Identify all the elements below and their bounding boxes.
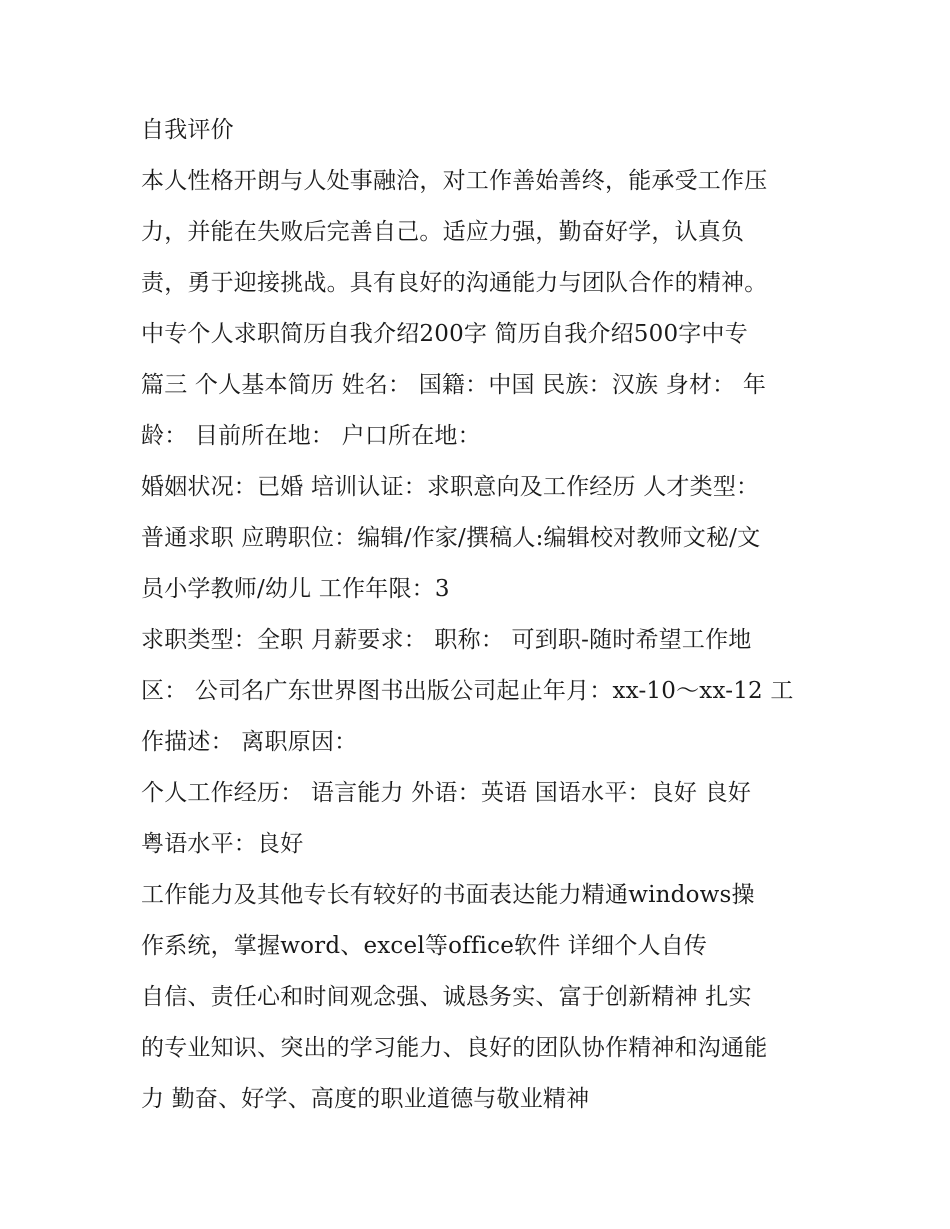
text-line: 的专业知识、突出的学习能力、良好的团队协作精神和沟通能: [141, 1035, 768, 1061]
text-line: 作描述： 离职原因：: [141, 729, 358, 755]
text-line: 员小学教师/幼儿 工作年限：3: [141, 576, 450, 602]
text-line: 粤语水平：良好: [141, 831, 304, 857]
text-line: 工作能力及其他专长有较好的书面表达能力精通windows操: [141, 882, 755, 908]
text-line: 力 勤奋、好学、高度的职业道德与敬业精神: [141, 1086, 590, 1112]
text-line: 婚姻状况：已婚 培训认证：求职意向及工作经历 人才类型：: [141, 474, 760, 500]
text-line: 作系统，掌握word、excel等office软件 详细个人自传: [141, 933, 708, 959]
document-body: [141, 108, 831, 1128]
text-line: 区： 公司名广东世界图书出版公司起止年月：xx-10～xx-12 工: [141, 678, 794, 704]
text-line: 责，勇于迎接挑战。具有良好的沟通能力与团队合作的精神。: [141, 270, 768, 296]
text-line: 个人工作经历： 语言能力 外语：英语 国语水平：良好 良好: [141, 780, 752, 806]
text-line: 普通求职 应聘职位：编辑/作家/撰稿人:编辑校对教师文秘/文: [141, 525, 761, 551]
text-line: 本人性格开朗与人处事融洽，对工作善始善终，能承受工作压: [141, 168, 768, 194]
text-line: 中专个人求职简历自我介绍200字 简历自我介绍500字中专: [141, 321, 748, 347]
text-line: 龄： 目前所在地： 户口所在地：: [141, 423, 481, 449]
text-line: 力，并能在失败后完善自己。适应力强，勤奋好学，认真负: [141, 219, 745, 245]
text-line: 篇三 个人基本简历 姓名： 国籍：中国 民族：汉族 身材： 年: [141, 372, 767, 398]
text-line: 自信、责任心和时间观念强、诚恳务实、富于创新精神 扎实: [141, 984, 752, 1010]
text-line: 求职类型：全职 月薪要求： 职称： 可到职-随时希望工作地: [141, 627, 752, 653]
section-heading: 自我评价: [141, 117, 234, 143]
